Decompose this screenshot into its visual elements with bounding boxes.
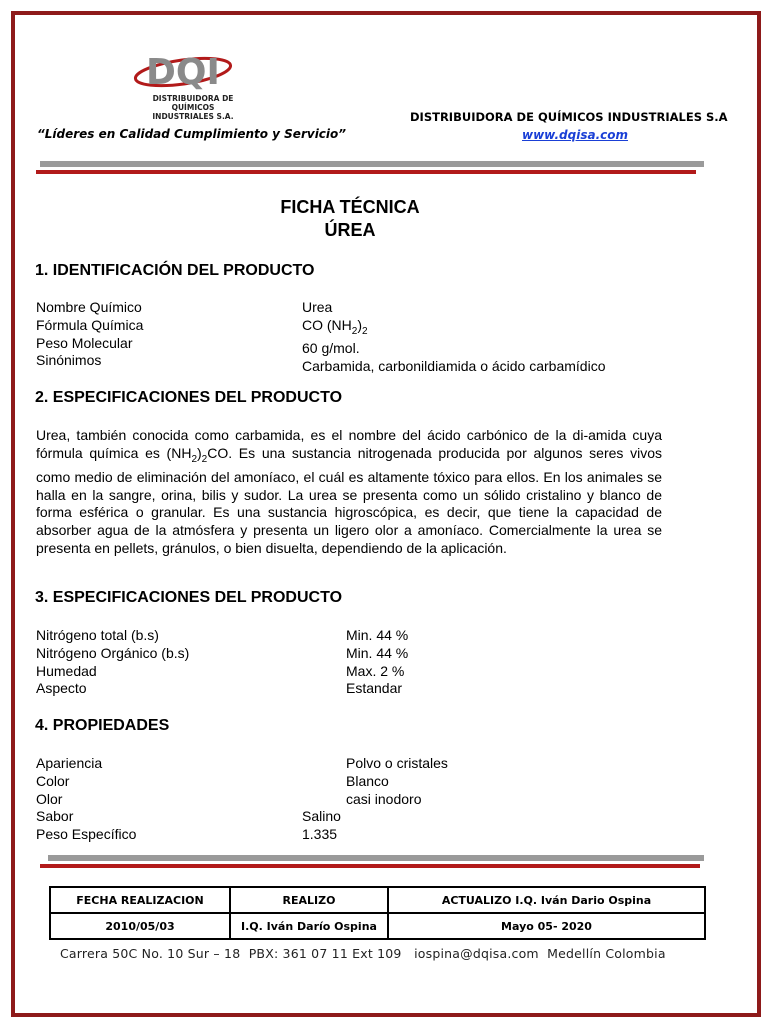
footer-rule-red: [40, 864, 700, 868]
row-value: 60 g/mol.: [302, 340, 360, 357]
section3-heading: 3. ESPECIFICACIONES DEL PRODUCTO: [35, 589, 343, 606]
cell-realizo: I.Q. Iván Darío Ospina: [230, 913, 388, 939]
section4-heading: 4. PROPIEDADES: [35, 717, 170, 734]
header-rule-gray: [40, 161, 704, 167]
section1-heading: 1. IDENTIFICACIÓN DEL PRODUCTO: [35, 262, 315, 279]
logo-mark: DQI: [146, 52, 220, 93]
row-value: Salino: [302, 808, 341, 824]
row-label: Aspecto: [36, 680, 87, 697]
row-value-formula: CO $(NH_2)_2$: [302, 316, 368, 337]
header-fecha: FECHA REALIZACION: [50, 887, 230, 913]
logo-caption-line2: INDUSTRIALES S.A.: [152, 112, 234, 121]
contact-info: Carrera 50C No. 10 Sur – 18 PBX: 361 07 11 Ext 109 iospina@dqisa.com Medellín Colombia: [60, 946, 666, 961]
row-value: Min. 44 %: [346, 627, 409, 643]
row-label: Fórmula Química: [36, 316, 144, 333]
logo-caption: [133, 94, 253, 121]
header-actualizo: ACTUALIZO I.Q. Iván Dario Ospina: [388, 887, 705, 913]
row-value: 1.335: [302, 825, 338, 842]
row-value: Min. 44 %: [346, 644, 409, 661]
row-label: Color: [36, 772, 70, 789]
section1-labels: [36, 299, 143, 370]
section3-values: [346, 627, 408, 698]
row-value: casi inodoro: [346, 790, 422, 807]
header-rule-red: [36, 170, 696, 174]
row-value: Urea: [302, 299, 333, 315]
row-value: Estandar: [346, 680, 403, 697]
section2-heading: 2. ESPECIFICACIONES DEL PRODUCTO: [35, 389, 343, 406]
table-row: [50, 913, 705, 939]
row-label: Peso Específico: [36, 826, 137, 843]
row-label: Nombre Químico: [36, 299, 142, 315]
row-label: Nitrógeno total (b.s): [36, 627, 159, 643]
doc-title: FICHA TÉCNICA: [280, 197, 420, 217]
section1-values: [302, 299, 606, 376]
header-realizo: REALIZO: [230, 887, 388, 913]
row-label: Sinónimos: [36, 352, 102, 369]
row-value: Max. 2 %: [346, 662, 405, 679]
row-label: Olor: [36, 790, 63, 807]
section4-values-a: [346, 755, 448, 808]
footer-rule-gray: [48, 855, 704, 861]
cell-fecha: 2010/05/03: [50, 913, 230, 939]
cell-actualizo: Mayo 05- 2020: [388, 913, 705, 939]
logo-caption-line1: DISTRIBUIDORA DE QUÍMICOS: [152, 94, 234, 112]
row-label: Humedad: [36, 662, 97, 679]
section2-paragraph: Urea, también conocida como carbamida, es el nombre del ácido carbónico de la di-amida cuya fórmula química es $(NH_2)_2CO$. Es una sustancia nitrogenada producida por algunos seres vivos como medio de eliminación del amoníaco, el cuál es altamente tóxico para ellos. En los animales se halla en la sangre, orina, bilis y sudor. La urea se presenta como un sólido cristalino y blanco de forma esférica o granular. Es una sustancia higroscópica, es decir, que tiene la capacidad de absorber agua de la atmósfera y presenta un ligero olor a amoníaco. Comercialmente la urea se presenta en pellets, gránulos, o bien disuelta, dependiendo de la aplicación.: [36, 427, 662, 557]
revision-table: [49, 886, 706, 940]
company-name: DISTRIBUIDORA DE QUÍMICOS INDUSTRIALES S.A: [410, 110, 728, 124]
row-label: Apariencia: [36, 755, 103, 771]
section3-labels: [36, 627, 189, 698]
row-label: Sabor: [36, 808, 74, 825]
table-header-row: [50, 887, 705, 913]
row-label: Peso Molecular: [36, 334, 133, 351]
row-label: Nitrógeno Orgánico (b.s): [36, 644, 190, 661]
row-value: Carbamida, carbonildiamida o ácido carbamídico: [302, 358, 606, 375]
doc-subtitle: ÚREA: [324, 220, 376, 240]
website-link[interactable]: www.dqisa.com: [522, 128, 629, 142]
section4-values-b: [302, 808, 341, 844]
section4-labels: [36, 755, 136, 844]
row-value: Polvo o cristales: [346, 755, 448, 771]
slogan: “Líderes en Calidad Cumplimiento y Servicio”: [37, 127, 346, 141]
row-value: Blanco: [346, 772, 389, 789]
